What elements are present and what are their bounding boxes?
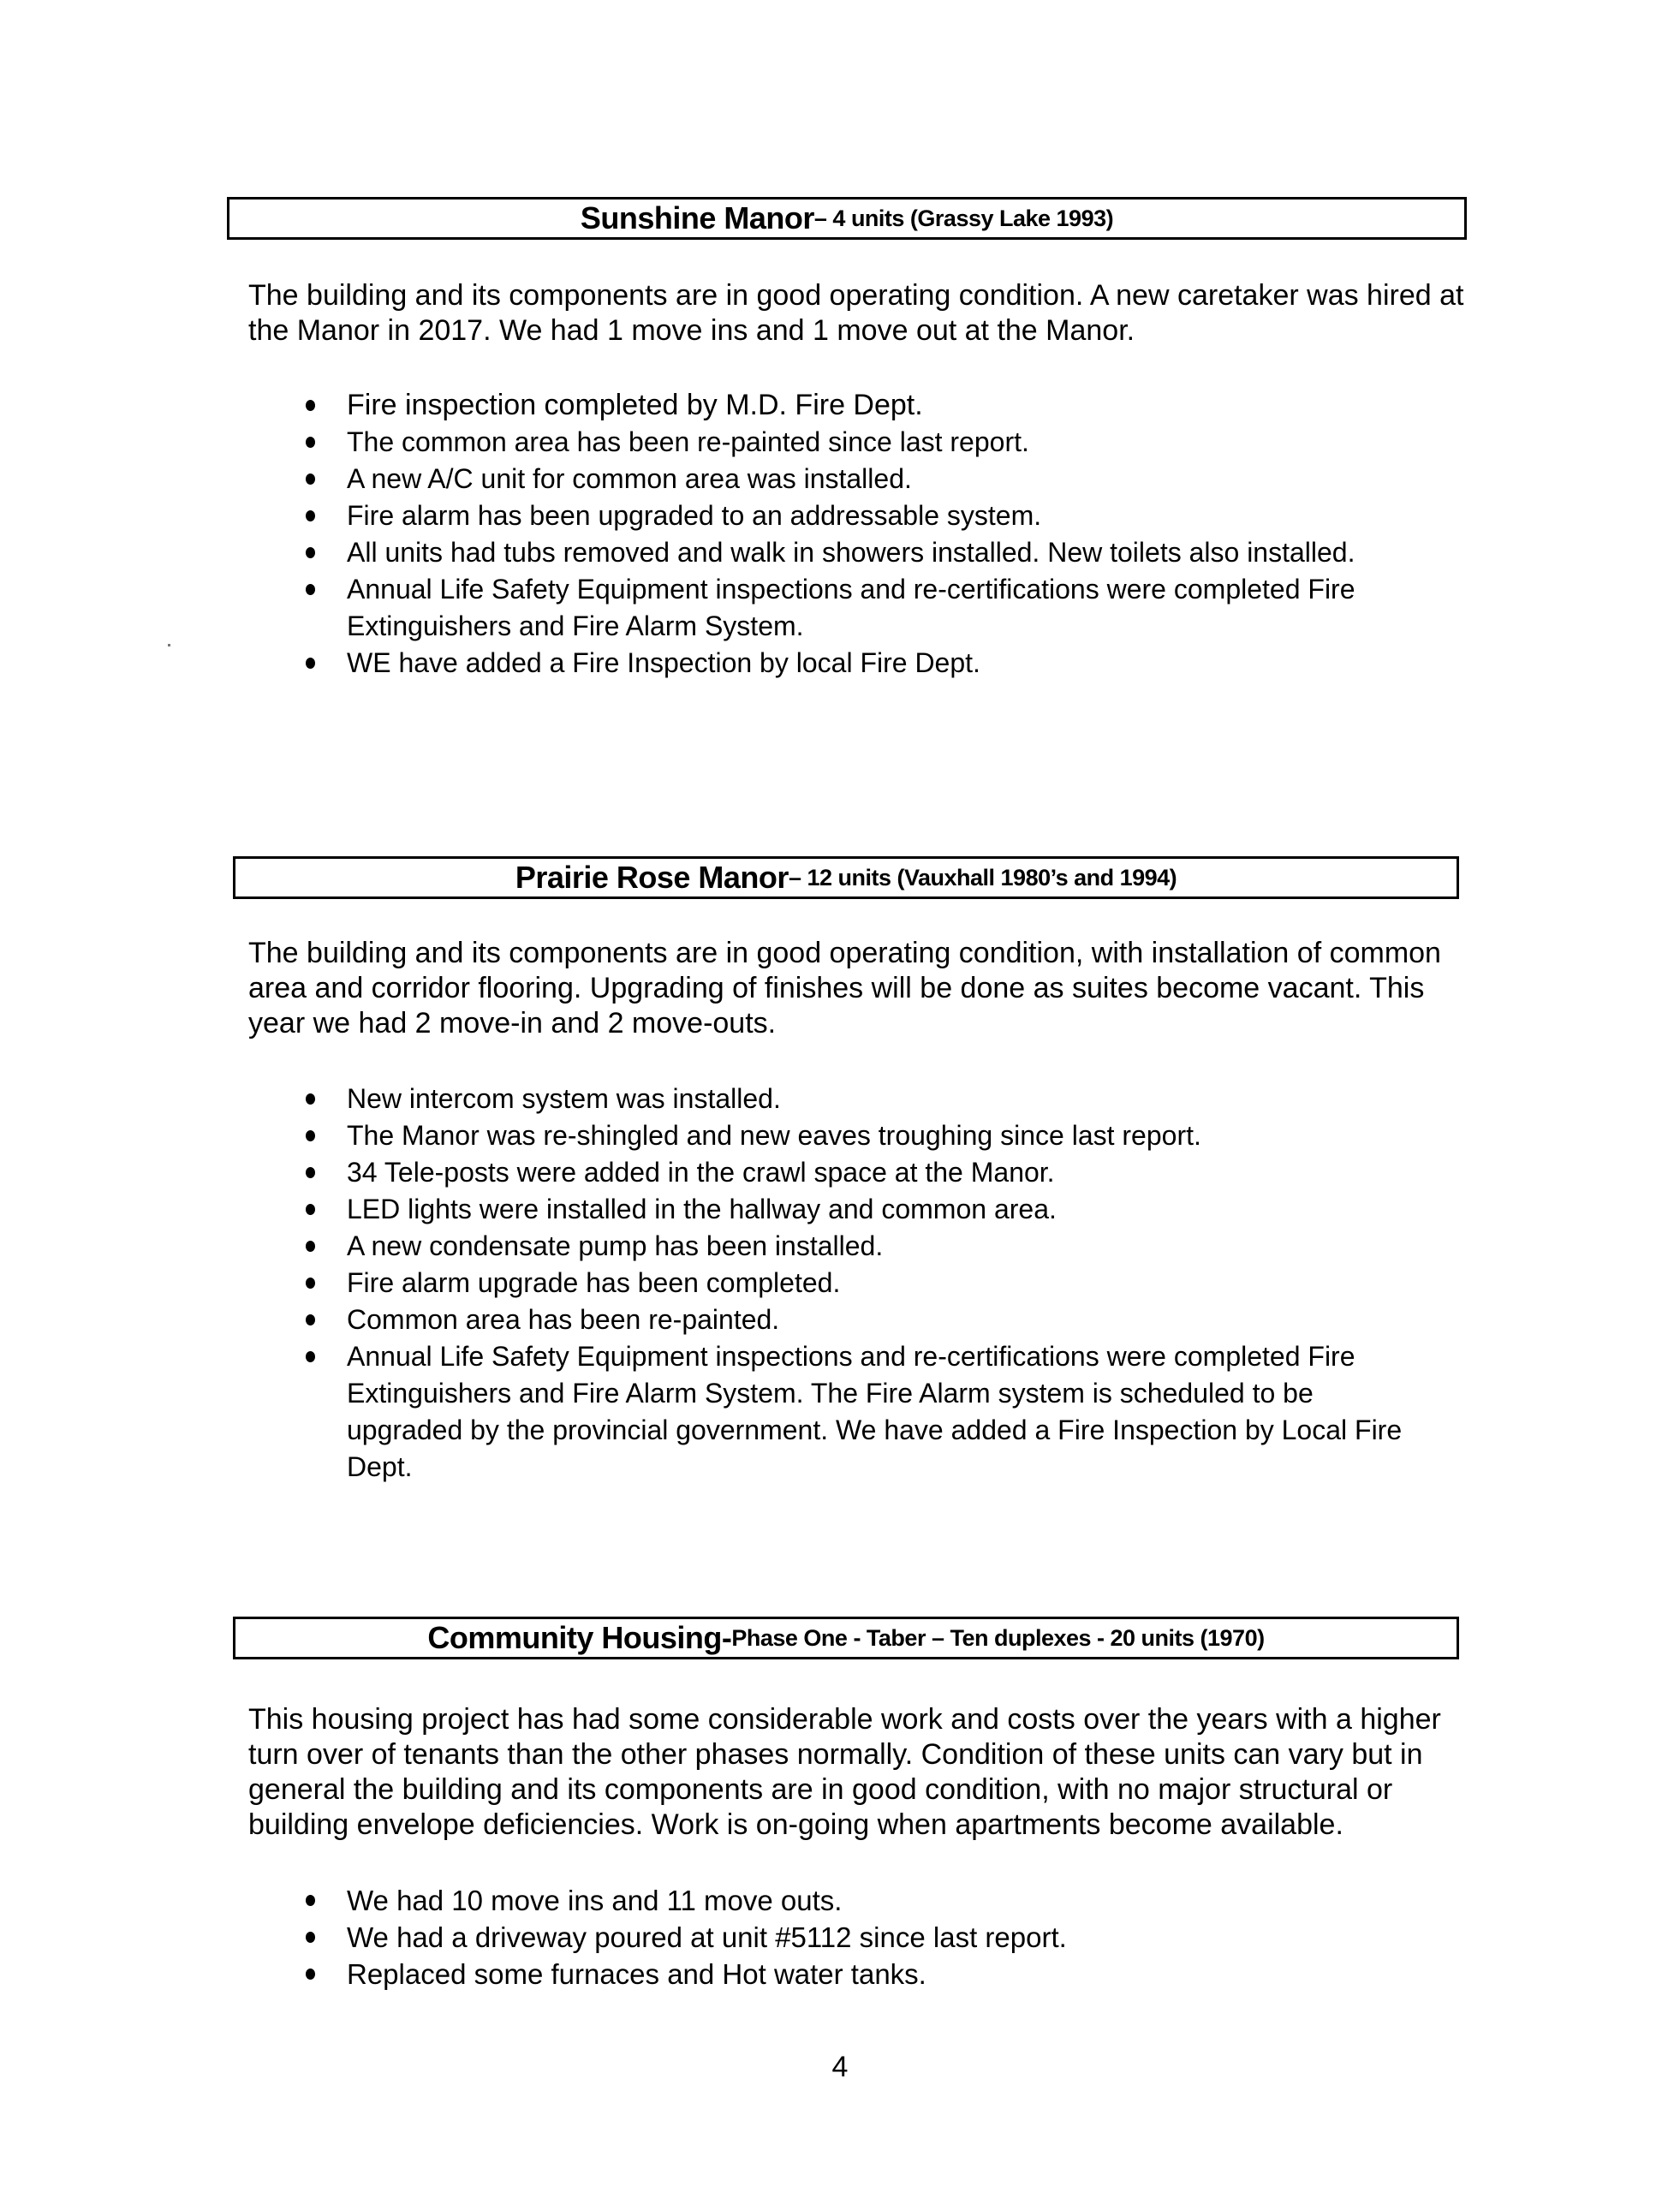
- bullet-dot-icon: [306, 1969, 315, 1980]
- bullet-list: [295, 1081, 1426, 1486]
- list-item-text: Replaced some furnaces and Hot water tanks.: [347, 1958, 926, 1990]
- section-paragraph: The building and its components are in good operating condition, with installation of common area and corridor flooring. Upgrading of finishes will be done as suites become vacant. This year we had 2 move-in and 2 move-outs.: [248, 937, 1441, 1039]
- section-subtitle: Phase One - Taber – Ten duplexes - 20 units (1970): [731, 1624, 1265, 1651]
- bullet-dot-icon: [306, 1278, 315, 1289]
- list-item: [295, 1956, 1409, 1992]
- list-item-text: New intercom system was installed.: [347, 1083, 781, 1114]
- list-item-text: Fire alarm has been upgraded to an addressable system.: [347, 500, 1042, 531]
- list-item-text: Fire inspection completed by M.D. Fire Dept.: [347, 389, 923, 421]
- section-paragraph: This housing project has had some considerable work and costs over the years with a higher turn over of tenants than the other phases normally. Condition of these units can vary but in general the building and its components are in good condition, with no major structural or building envelope deficiencies. Work is on-going when apartments become available.: [248, 1703, 1441, 1841]
- bullet-list: [295, 1882, 1409, 1992]
- list-item: [295, 461, 1477, 497]
- list-item: [295, 1228, 1426, 1265]
- bullet-dot-icon: [306, 437, 315, 448]
- list-item-text: We had 10 move ins and 11 move outs.: [347, 1885, 843, 1916]
- list-item: [295, 1265, 1426, 1302]
- section-header-box: [227, 197, 1467, 240]
- section-paragraph: The building and its components are in good operating condition. A new caretaker was hired at the Manor in 2017. We had 1 move ins and 1 move out at the Manor.: [248, 279, 1464, 347]
- section-header-box: [233, 1617, 1459, 1659]
- section-title: Prairie Rose Manor: [515, 860, 789, 895]
- list-item: [295, 387, 1477, 424]
- bullet-dot-icon: [306, 1314, 315, 1325]
- list-item: [295, 645, 1477, 682]
- section-subtitle: – 12 units (Vauxhall 1980’s and 1994): [788, 864, 1177, 890]
- bullet-dot-icon: [306, 547, 315, 558]
- bullet-dot-icon: [306, 1241, 315, 1252]
- section-subtitle: – 4 units (Grassy Lake 1993): [813, 205, 1114, 231]
- bullet-dot-icon: [306, 1351, 315, 1362]
- list-item: [295, 1882, 1409, 1919]
- bullet-dot-icon: [306, 1093, 315, 1105]
- list-item-text: The Manor was re-shingled and new eaves troughing since last report.: [347, 1120, 1201, 1151]
- list-item-text: A new condensate pump has been installed.: [347, 1230, 884, 1261]
- section-title: Sunshine Manor: [580, 200, 814, 235]
- list-item: [295, 1191, 1426, 1228]
- list-item: [295, 1338, 1426, 1486]
- bullet-dot-icon: [306, 400, 315, 411]
- list-item-text: The common area has been re-painted since last report.: [347, 426, 1029, 457]
- bullet-dot-icon: [306, 510, 315, 521]
- list-item: [295, 424, 1477, 461]
- list-item-text: Annual Life Safety Equipment inspections and re-certifications were completed Fire Extinguishers and Fire Alarm System.: [347, 574, 1355, 641]
- list-item-text: A new A/C unit for common area was installed.: [347, 463, 912, 494]
- scan-artifact: [168, 644, 170, 646]
- list-item: [295, 1919, 1409, 1956]
- bullet-dot-icon: [306, 1204, 315, 1215]
- list-item: [295, 534, 1357, 571]
- list-item-text: Annual Life Safety Equipment inspections and re-certifications were completed Fire Extinguishers and Fire Alarm System. The Fire Alarm system is scheduled to be upgraded by the provincial government. We have added a Fire Inspection by Local Fire Dept.: [347, 1341, 1403, 1482]
- section-title: Community Housing-: [427, 1620, 732, 1655]
- list-item: [295, 1302, 1426, 1338]
- list-item: [295, 1154, 1426, 1191]
- list-item-text: All units had tubs removed and walk in showers installed. New toilets also installed.: [347, 537, 1355, 568]
- bullet-dot-icon: [306, 584, 315, 595]
- list-item-text: Fire alarm upgrade has been completed.: [347, 1267, 841, 1298]
- list-item-text: WE have added a Fire Inspection by local Fire Dept.: [347, 647, 980, 678]
- list-item: [295, 1081, 1426, 1117]
- bullet-dot-icon: [306, 1932, 315, 1943]
- bullet-dot-icon: [306, 1895, 315, 1906]
- bullet-list: [295, 387, 1477, 682]
- list-item: [295, 1117, 1426, 1154]
- bullet-dot-icon: [306, 474, 315, 485]
- list-item-text: We had a driveway poured at unit #5112 since last report.: [347, 1921, 1067, 1953]
- section-header-box: [233, 856, 1459, 899]
- page-number: 4: [831, 2051, 849, 2083]
- list-item-text: Common area has been re-painted.: [347, 1304, 780, 1335]
- bullet-dot-icon: [306, 1130, 315, 1141]
- list-item: [295, 571, 1486, 645]
- bullet-dot-icon: [306, 1167, 315, 1178]
- list-item-text: 34 Tele-posts were added in the crawl space at the Manor.: [347, 1157, 1055, 1188]
- list-item-text: LED lights were installed in the hallway and common area.: [347, 1194, 1057, 1224]
- bullet-dot-icon: [306, 658, 315, 669]
- list-item: [295, 497, 1477, 534]
